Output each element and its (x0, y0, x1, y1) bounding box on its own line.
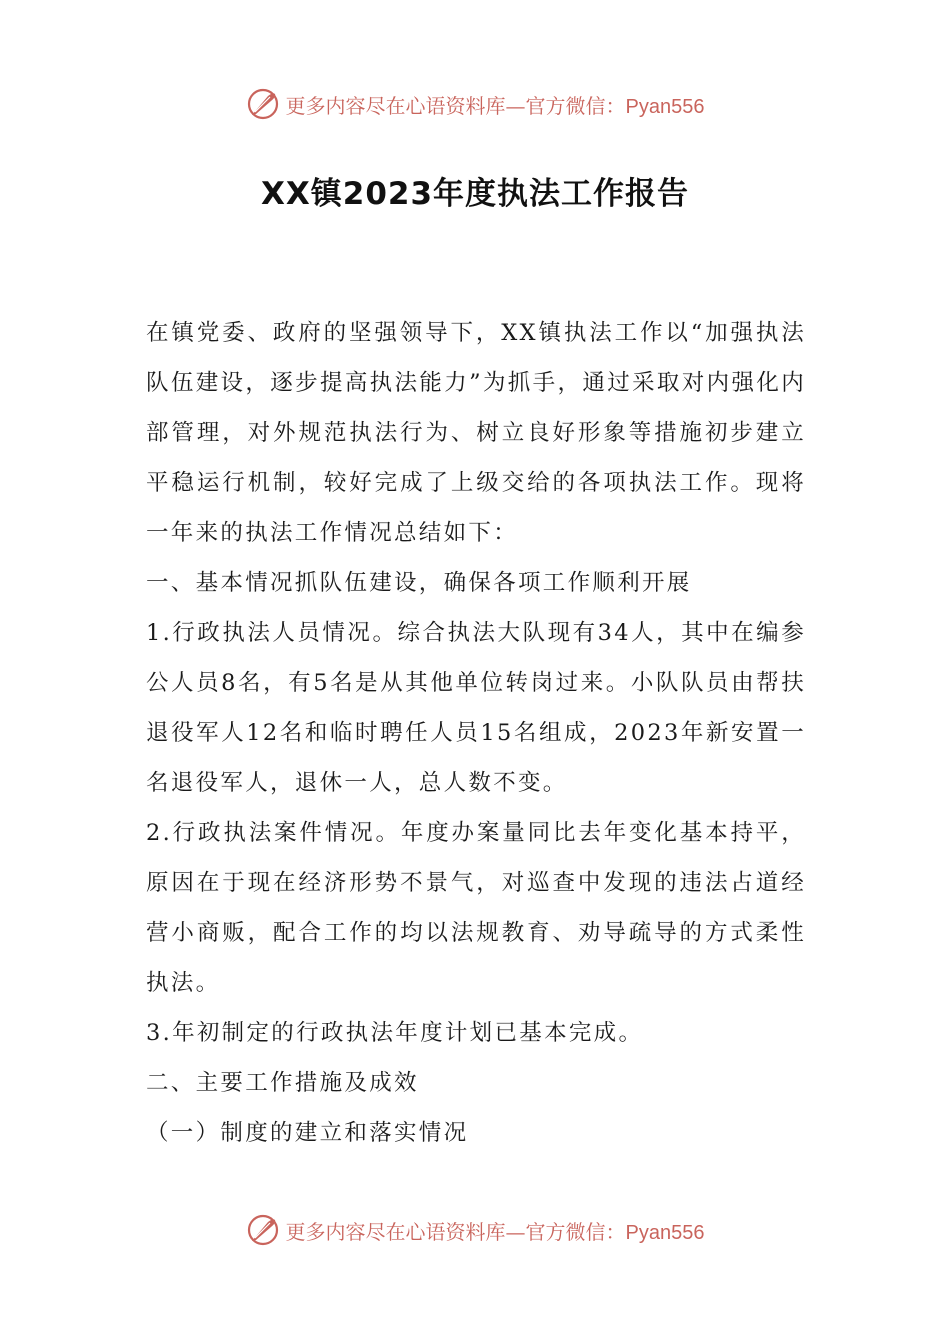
quill-pen-logo-icon (246, 1213, 280, 1247)
footer-watermark (0, 1208, 950, 1252)
watermark-handle: Pyan556 (625, 1221, 705, 1244)
subsection-heading-1: （一）制度的建立和落实情况 (146, 1120, 469, 1146)
quill-pen-logo-icon (246, 87, 280, 121)
document-body (146, 308, 806, 1158)
document-title: XX镇2023年度执法工作报告 (260, 176, 690, 212)
section-heading-2: 二、主要工作措施及成效 (146, 1070, 419, 1096)
item-paragraph-3: 3.年初制定的行政执法年度计划已基本完成。 (146, 1020, 644, 1046)
watermark-text: 更多内容尽在心语资料库—官方微信： (285, 1219, 626, 1244)
watermark-text: 更多内容尽在心语资料库—官方微信： (285, 93, 626, 118)
item-paragraph-2: 2.行政执法案件情况。年度办案量同比去年变化基本持平，原因在于现在经济形势不景气，对巡查中发现的违法占道经营小商贩，配合工作的均以法规教育、劝导疏导的方式柔性执法。 (146, 820, 806, 996)
watermark-handle: Pyan556 (625, 95, 705, 118)
header-watermark (0, 82, 950, 126)
intro-paragraph: 在镇党委、政府的坚强领导下，XX镇执法工作以“加强执法队伍建设，逐步提高执法能力”为抓手，通过采取对内强化内部管理，对外规范执法行为、树立良好形象等措施初步建立平稳运行机制，较好完成了上级交给的各项执法工作。现将一年来的执法工作情况总结如下： (146, 320, 806, 546)
item-paragraph-1: 1.行政执法人员情况。综合执法大队现有34人，其中在编参公人员8名，有5名是从其他单位转岗过来。小队队员由帮扶退役军人12名和临时聘任人员15名组成，2023年新安置一名退役军人，退休一人，总人数不变。 (146, 620, 806, 796)
section-heading-1: 一、基本情况抓队伍建设，确保各项工作顺利开展 (146, 570, 692, 596)
